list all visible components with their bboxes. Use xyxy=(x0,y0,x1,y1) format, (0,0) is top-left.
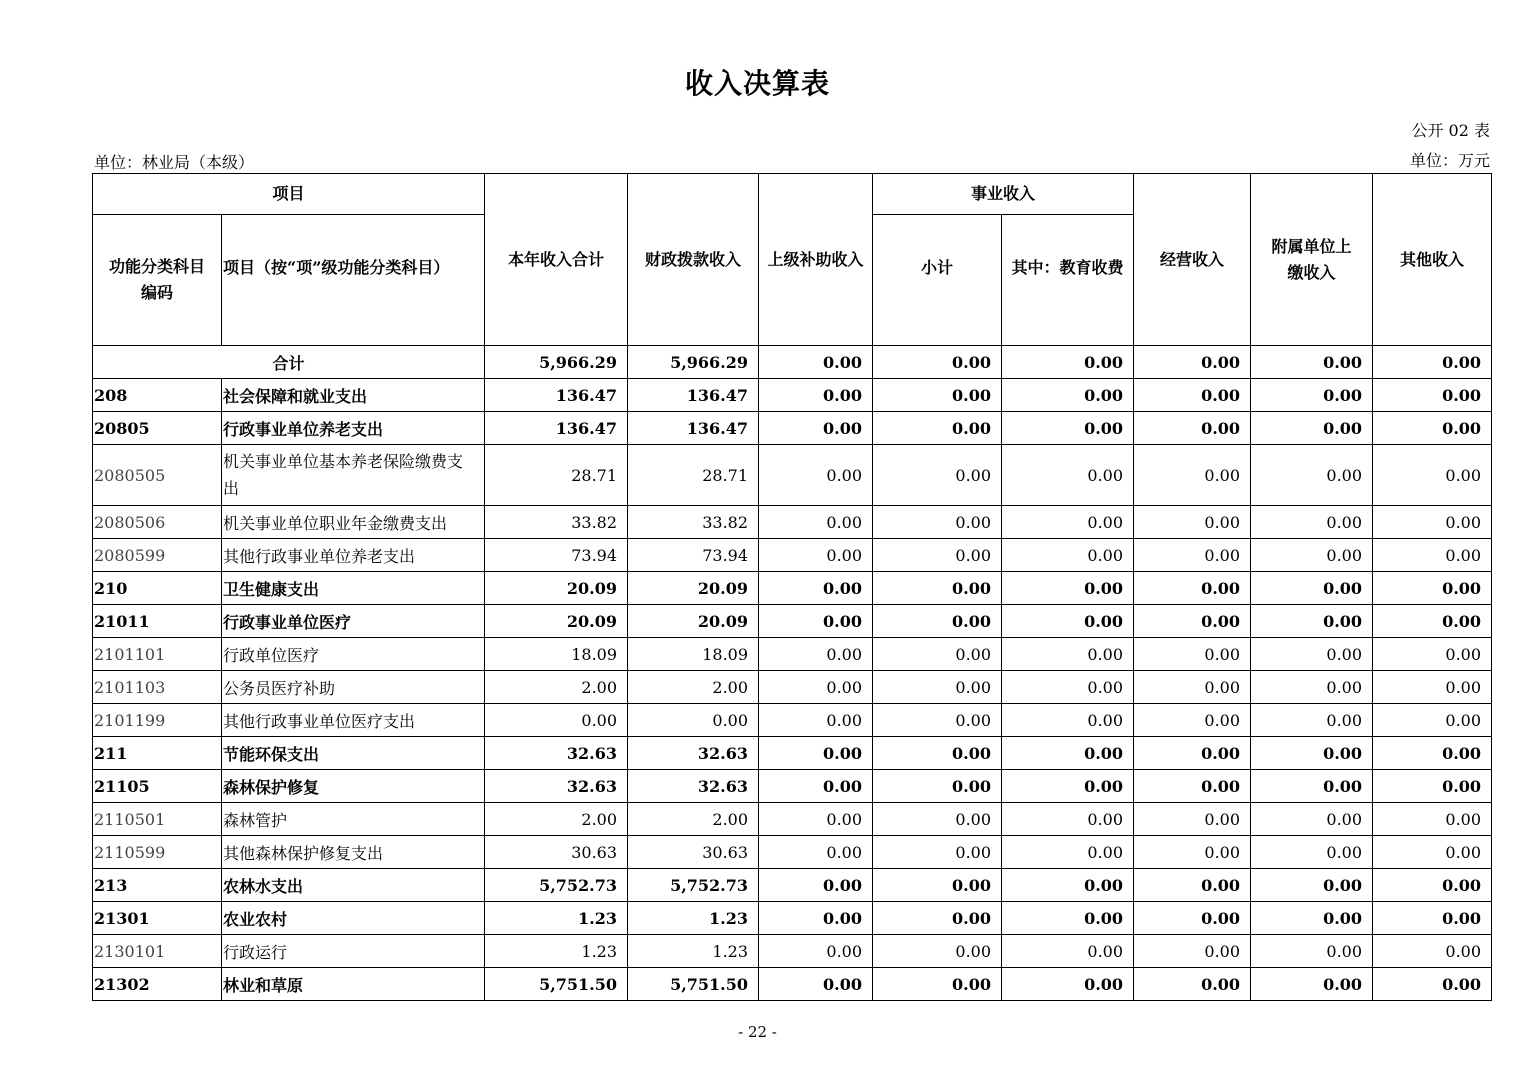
row-code: 2101103 xyxy=(93,671,222,704)
row-cell: 0.00 xyxy=(759,770,873,803)
currency-unit: 单位：万元 xyxy=(1409,151,1490,170)
row-cell: 0.00 xyxy=(1002,671,1134,704)
table-row xyxy=(93,539,1492,572)
row-cell: 0.00 xyxy=(1251,935,1373,968)
row-cell: 33.82 xyxy=(628,506,759,539)
row-code: 2101101 xyxy=(93,638,222,671)
row-cell: 0.00 xyxy=(1251,572,1373,605)
page-title: 收入决算表 xyxy=(684,67,830,100)
row-cell: 0.00 xyxy=(1134,572,1251,605)
row-cell: 0.00 xyxy=(759,506,873,539)
row-cell: 0.00 xyxy=(759,869,873,902)
row-cell: 0.00 xyxy=(1002,445,1134,506)
row-name: 社会保障和就业支出 xyxy=(222,379,485,412)
row-cell: 0.00 xyxy=(759,803,873,836)
row-cell: 0.00 xyxy=(1134,902,1251,935)
table-row xyxy=(93,968,1492,1001)
row-cell: 0.00 xyxy=(873,704,1002,737)
header-superior: 上级补助收入 xyxy=(759,174,873,346)
row-cell: 0.00 xyxy=(759,704,873,737)
row-name: 林业和草原 xyxy=(222,968,485,1001)
row-cell: 28.71 xyxy=(485,445,628,506)
row-cell: 0.00 xyxy=(1373,572,1492,605)
row-cell: 0.00 xyxy=(873,671,1002,704)
row-cell: 0.00 xyxy=(1251,737,1373,770)
row-cell: 28.71 xyxy=(628,445,759,506)
row-cell: 0.00 xyxy=(628,704,759,737)
income-table xyxy=(92,173,1492,1001)
header-fiscal: 财政拨款收入 xyxy=(628,174,759,346)
row-cell: 0.00 xyxy=(1134,836,1251,869)
row-cell: 0.00 xyxy=(1373,445,1492,506)
header-name: 项目（按“项”级功能分类科目） xyxy=(222,215,485,346)
row-code: 21301 xyxy=(93,902,222,935)
row-name: 公务员医疗补助 xyxy=(222,671,485,704)
table-row xyxy=(93,935,1492,968)
table-row xyxy=(93,869,1492,902)
table-row xyxy=(93,638,1492,671)
row-cell: 0.00 xyxy=(873,539,1002,572)
row-cell: 0.00 xyxy=(1251,539,1373,572)
row-cell: 0.00 xyxy=(1134,379,1251,412)
row-cell: 0.00 xyxy=(759,935,873,968)
row-cell: 0.00 xyxy=(1251,803,1373,836)
row-name: 农业农村 xyxy=(222,902,485,935)
table-row xyxy=(93,572,1492,605)
row-cell: 0.00 xyxy=(759,445,873,506)
row-cell: 0.00 xyxy=(1134,605,1251,638)
row-cell: 0.00 xyxy=(1251,379,1373,412)
table-row xyxy=(93,412,1492,445)
row-cell: 0.00 xyxy=(873,935,1002,968)
row-cell: 0.00 xyxy=(873,902,1002,935)
total-cell: 0.00 xyxy=(1373,346,1492,379)
header-education: 其中：教育收费 xyxy=(1002,215,1134,346)
total-cell: 0.00 xyxy=(1134,346,1251,379)
row-cell: 2.00 xyxy=(485,671,628,704)
row-cell: 0.00 xyxy=(1002,605,1134,638)
row-cell: 0.00 xyxy=(1251,704,1373,737)
row-cell: 0.00 xyxy=(1134,506,1251,539)
row-cell: 0.00 xyxy=(759,412,873,445)
row-cell: 0.00 xyxy=(1251,412,1373,445)
row-cell: 0.00 xyxy=(759,539,873,572)
row-cell: 0.00 xyxy=(1373,836,1492,869)
row-cell: 0.00 xyxy=(873,412,1002,445)
row-cell: 5,751.50 xyxy=(628,968,759,1001)
row-code: 2101199 xyxy=(93,704,222,737)
page-number: - 22 - xyxy=(738,1023,777,1041)
row-name: 其他行政事业单位养老支出 xyxy=(222,539,485,572)
row-cell: 0.00 xyxy=(1251,770,1373,803)
row-cell: 0.00 xyxy=(1002,869,1134,902)
row-cell: 0.00 xyxy=(1002,539,1134,572)
table-row xyxy=(93,770,1492,803)
row-cell: 0.00 xyxy=(1134,803,1251,836)
row-cell: 20.09 xyxy=(485,572,628,605)
row-cell: 136.47 xyxy=(628,379,759,412)
header-subtotal: 小计 xyxy=(873,215,1002,346)
total-cell: 5,966.29 xyxy=(485,346,628,379)
row-cell: 0.00 xyxy=(1373,412,1492,445)
header-total: 本年收入合计 xyxy=(485,174,628,346)
row-cell: 0.00 xyxy=(759,638,873,671)
reporting-unit: 单位：林业局（本级） xyxy=(94,153,255,172)
row-cell: 0.00 xyxy=(1251,836,1373,869)
row-code: 21302 xyxy=(93,968,222,1001)
row-cell: 0.00 xyxy=(759,671,873,704)
row-cell: 0.00 xyxy=(1134,935,1251,968)
row-cell: 30.63 xyxy=(485,836,628,869)
row-name: 行政事业单位养老支出 xyxy=(222,412,485,445)
row-code: 21011 xyxy=(93,605,222,638)
row-name: 农林水支出 xyxy=(222,869,485,902)
row-cell: 0.00 xyxy=(873,572,1002,605)
row-cell: 0.00 xyxy=(873,770,1002,803)
row-cell: 73.94 xyxy=(485,539,628,572)
row-cell: 0.00 xyxy=(1251,605,1373,638)
row-cell: 1.23 xyxy=(628,935,759,968)
total-cell: 0.00 xyxy=(1002,346,1134,379)
row-cell: 0.00 xyxy=(759,968,873,1001)
row-cell: 0.00 xyxy=(1373,379,1492,412)
row-cell: 0.00 xyxy=(873,638,1002,671)
row-cell: 0.00 xyxy=(759,572,873,605)
header-operating: 经营收入 xyxy=(1134,174,1251,346)
row-cell: 2.00 xyxy=(628,803,759,836)
row-name: 其他森林保护修复支出 xyxy=(222,836,485,869)
row-cell: 0.00 xyxy=(873,803,1002,836)
row-code: 2110599 xyxy=(93,836,222,869)
row-cell: 0.00 xyxy=(1373,770,1492,803)
row-cell: 0.00 xyxy=(1134,445,1251,506)
row-cell: 0.00 xyxy=(1134,412,1251,445)
row-cell: 20.09 xyxy=(628,572,759,605)
row-cell: 32.63 xyxy=(485,770,628,803)
row-cell: 0.00 xyxy=(1002,803,1134,836)
row-cell: 0.00 xyxy=(1002,935,1134,968)
row-cell: 0.00 xyxy=(1134,671,1251,704)
header-affiliated: 附属单位上缴收入 xyxy=(1251,174,1373,346)
row-name: 森林管护 xyxy=(222,803,485,836)
row-name: 行政运行 xyxy=(222,935,485,968)
row-cell: 0.00 xyxy=(1373,506,1492,539)
row-code: 2080599 xyxy=(93,539,222,572)
row-cell: 20.09 xyxy=(628,605,759,638)
row-cell: 0.00 xyxy=(873,506,1002,539)
row-cell: 136.47 xyxy=(485,379,628,412)
row-cell: 0.00 xyxy=(1373,902,1492,935)
row-name: 节能环保支出 xyxy=(222,737,485,770)
row-cell: 0.00 xyxy=(873,968,1002,1001)
row-cell: 0.00 xyxy=(1002,836,1134,869)
row-code: 210 xyxy=(93,572,222,605)
row-cell: 0.00 xyxy=(1002,704,1134,737)
row-cell: 0.00 xyxy=(1373,605,1492,638)
row-cell: 0.00 xyxy=(873,869,1002,902)
row-cell: 0.00 xyxy=(1373,704,1492,737)
row-cell: 18.09 xyxy=(485,638,628,671)
row-cell: 0.00 xyxy=(1373,539,1492,572)
row-code: 20805 xyxy=(93,412,222,445)
table-row xyxy=(93,737,1492,770)
table-row xyxy=(93,803,1492,836)
row-code: 213 xyxy=(93,869,222,902)
total-label: 合计 xyxy=(93,346,485,379)
row-cell: 20.09 xyxy=(485,605,628,638)
row-cell: 0.00 xyxy=(1002,968,1134,1001)
header-code: 功能分类科目编码 xyxy=(93,215,222,346)
row-cell: 0.00 xyxy=(1134,770,1251,803)
row-cell: 0.00 xyxy=(1373,737,1492,770)
row-cell: 0.00 xyxy=(1251,968,1373,1001)
row-cell: 32.63 xyxy=(628,737,759,770)
row-code: 21105 xyxy=(93,770,222,803)
row-cell: 30.63 xyxy=(628,836,759,869)
row-cell: 33.82 xyxy=(485,506,628,539)
row-cell: 0.00 xyxy=(1134,737,1251,770)
row-name: 卫生健康支出 xyxy=(222,572,485,605)
table-row xyxy=(93,671,1492,704)
row-cell: 0.00 xyxy=(1134,704,1251,737)
row-cell: 2.00 xyxy=(485,803,628,836)
total-row xyxy=(93,346,1492,379)
row-cell: 0.00 xyxy=(1251,638,1373,671)
row-cell: 0.00 xyxy=(1373,869,1492,902)
total-cell: 5,966.29 xyxy=(628,346,759,379)
row-cell: 0.00 xyxy=(759,836,873,869)
row-code: 208 xyxy=(93,379,222,412)
row-cell: 0.00 xyxy=(1002,737,1134,770)
row-name: 森林保护修复 xyxy=(222,770,485,803)
row-cell: 0.00 xyxy=(1002,412,1134,445)
total-cell: 0.00 xyxy=(1251,346,1373,379)
row-cell: 0.00 xyxy=(1251,671,1373,704)
row-cell: 2.00 xyxy=(628,671,759,704)
table-row xyxy=(93,379,1492,412)
table-row xyxy=(93,506,1492,539)
total-cell: 0.00 xyxy=(759,346,873,379)
row-cell: 0.00 xyxy=(1134,869,1251,902)
row-cell: 5,751.50 xyxy=(485,968,628,1001)
row-cell: 0.00 xyxy=(759,902,873,935)
row-cell: 0.00 xyxy=(1002,506,1134,539)
table-row xyxy=(93,836,1492,869)
row-cell: 0.00 xyxy=(1134,968,1251,1001)
row-name: 机关事业单位基本养老保险缴费支出 xyxy=(222,445,485,506)
row-code: 2080505 xyxy=(93,445,222,506)
row-cell: 0.00 xyxy=(1002,770,1134,803)
row-cell: 0.00 xyxy=(873,836,1002,869)
table-row xyxy=(93,902,1492,935)
table-row xyxy=(93,704,1492,737)
row-cell: 0.00 xyxy=(1251,506,1373,539)
row-cell: 0.00 xyxy=(1134,539,1251,572)
row-cell: 0.00 xyxy=(1373,671,1492,704)
row-cell: 0.00 xyxy=(1373,638,1492,671)
row-name: 行政事业单位医疗 xyxy=(222,605,485,638)
header-other: 其他收入 xyxy=(1373,174,1492,346)
row-cell: 1.23 xyxy=(628,902,759,935)
row-cell: 0.00 xyxy=(1251,902,1373,935)
row-cell: 0.00 xyxy=(759,379,873,412)
table-row xyxy=(93,605,1492,638)
row-cell: 0.00 xyxy=(873,605,1002,638)
row-name: 行政单位医疗 xyxy=(222,638,485,671)
row-name: 机关事业单位职业年金缴费支出 xyxy=(222,506,485,539)
row-cell: 136.47 xyxy=(628,412,759,445)
row-cell: 32.63 xyxy=(485,737,628,770)
row-cell: 0.00 xyxy=(873,737,1002,770)
row-cell: 0.00 xyxy=(485,704,628,737)
row-code: 2110501 xyxy=(93,803,222,836)
row-cell: 0.00 xyxy=(1002,902,1134,935)
row-cell: 0.00 xyxy=(1002,638,1134,671)
header-project: 项目 xyxy=(93,174,485,215)
row-cell: 5,752.73 xyxy=(485,869,628,902)
total-cell: 0.00 xyxy=(873,346,1002,379)
row-cell: 0.00 xyxy=(1373,803,1492,836)
row-code: 2080506 xyxy=(93,506,222,539)
table-row xyxy=(93,445,1492,506)
form-number: 公开 02 表 xyxy=(1411,121,1490,140)
row-cell: 1.23 xyxy=(485,902,628,935)
row-code: 211 xyxy=(93,737,222,770)
row-cell: 0.00 xyxy=(1373,968,1492,1001)
row-cell: 0.00 xyxy=(1002,572,1134,605)
row-cell: 0.00 xyxy=(873,445,1002,506)
row-cell: 18.09 xyxy=(628,638,759,671)
row-cell: 32.63 xyxy=(628,770,759,803)
row-cell: 5,752.73 xyxy=(628,869,759,902)
row-cell: 0.00 xyxy=(1134,638,1251,671)
row-cell: 0.00 xyxy=(1373,935,1492,968)
row-cell: 0.00 xyxy=(873,379,1002,412)
row-cell: 136.47 xyxy=(485,412,628,445)
row-cell: 0.00 xyxy=(1002,379,1134,412)
row-cell: 1.23 xyxy=(485,935,628,968)
row-name: 其他行政事业单位医疗支出 xyxy=(222,704,485,737)
row-code: 2130101 xyxy=(93,935,222,968)
header-business-income: 事业收入 xyxy=(873,174,1134,215)
row-cell: 0.00 xyxy=(1251,869,1373,902)
row-cell: 73.94 xyxy=(628,539,759,572)
row-cell: 0.00 xyxy=(759,737,873,770)
row-cell: 0.00 xyxy=(759,605,873,638)
row-cell: 0.00 xyxy=(1251,445,1373,506)
